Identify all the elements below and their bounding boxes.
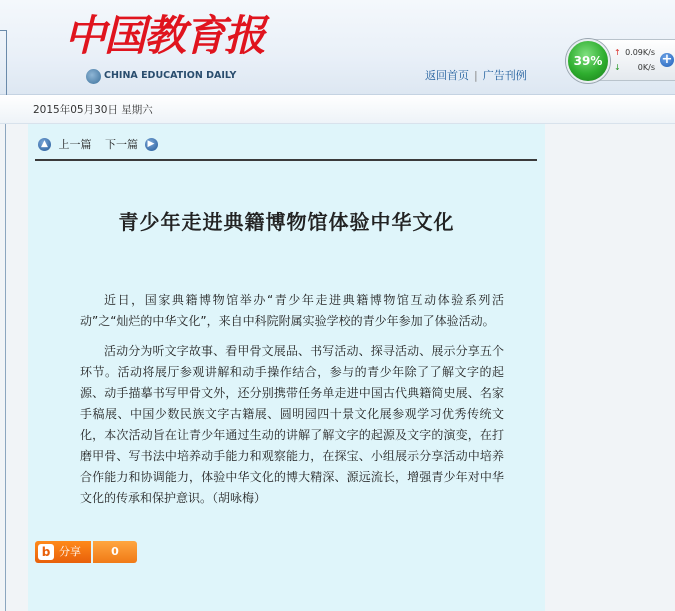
pager-divider [35,159,537,161]
prev-article-icon[interactable]: ▲ [38,138,51,151]
download-speed-value: 0K/s [637,63,655,72]
article-paragraph: 近日，国家典籍博物馆举办“青少年走进典籍博物馆互动体验系列活动”之“灿烂的中华文化”，来自中科院附属实验学校的青少年参加了体验活动。 [80,293,504,328]
ad-rates-link[interactable]: 广告刊例 [482,69,527,82]
upload-arrow-icon: ↑ [614,48,621,57]
right-margin [545,124,675,611]
baidu-share-icon: b [38,544,54,560]
left-border-line [5,124,6,611]
download-arrow-icon: ↓ [614,63,621,72]
window-frame-edge [0,30,7,102]
article-pager [38,136,158,152]
newspaper-logo[interactable]: 中国教育报 [64,11,265,60]
share-label: 分享 [59,545,81,558]
article-title: 青少年走进典籍博物馆体验中华文化 [118,210,455,234]
share-main[interactable] [35,541,91,563]
cpu-usage-gauge[interactable]: 39% [566,39,610,83]
prev-article-link[interactable]: 上一篇 [58,138,92,151]
network-speed-widget[interactable] [567,39,675,81]
download-speed [614,63,655,72]
globe-icon [86,69,101,84]
article-paragraph: 活动分为听文字故事、看甲骨文展品、书写活动、探寻活动、展示分享五个环节。活动将展厅参观讲解和动手操作结合，参与的青少年除了了解文字的起源、动手描摹书写甲骨文外，还分别携带任务单走进中国古代典籍简史展、名家手稿展、中国少数民族文字古籍展、圆明园四十景文化展参观学习优秀传统文化，本次活动旨在让青少年通过生动的讲解了解文字的起源及文字的演变，在打磨甲骨、写书法中培养动手能力和观察能力，在探宝、小组展示分享活动中培养合作能力和协调能力，体验中华文化的博大精深、源远流长，增强青少年对中华文化的传承和保护意识。（胡咏梅） [80,344,504,505]
next-article-link[interactable]: 下一篇 [105,138,138,151]
nav-separator: | [474,69,478,82]
next-article-icon[interactable]: ▶ [145,138,158,151]
date-bar [0,95,675,124]
article-panel [28,124,545,611]
upload-speed-value: 0.09K/s [625,48,655,57]
logo-english-text: CHINA EDUCATION DAILY [104,70,237,81]
top-nav [425,67,527,83]
issue-date: 2015年05月30日 星期六 [33,104,153,116]
back-home-link[interactable]: 返回首页 [425,69,469,82]
site-header [0,0,675,95]
share-count: 0 [93,541,137,563]
article-body [80,290,504,518]
upload-speed [614,48,655,57]
plus-icon[interactable]: + [661,52,673,67]
